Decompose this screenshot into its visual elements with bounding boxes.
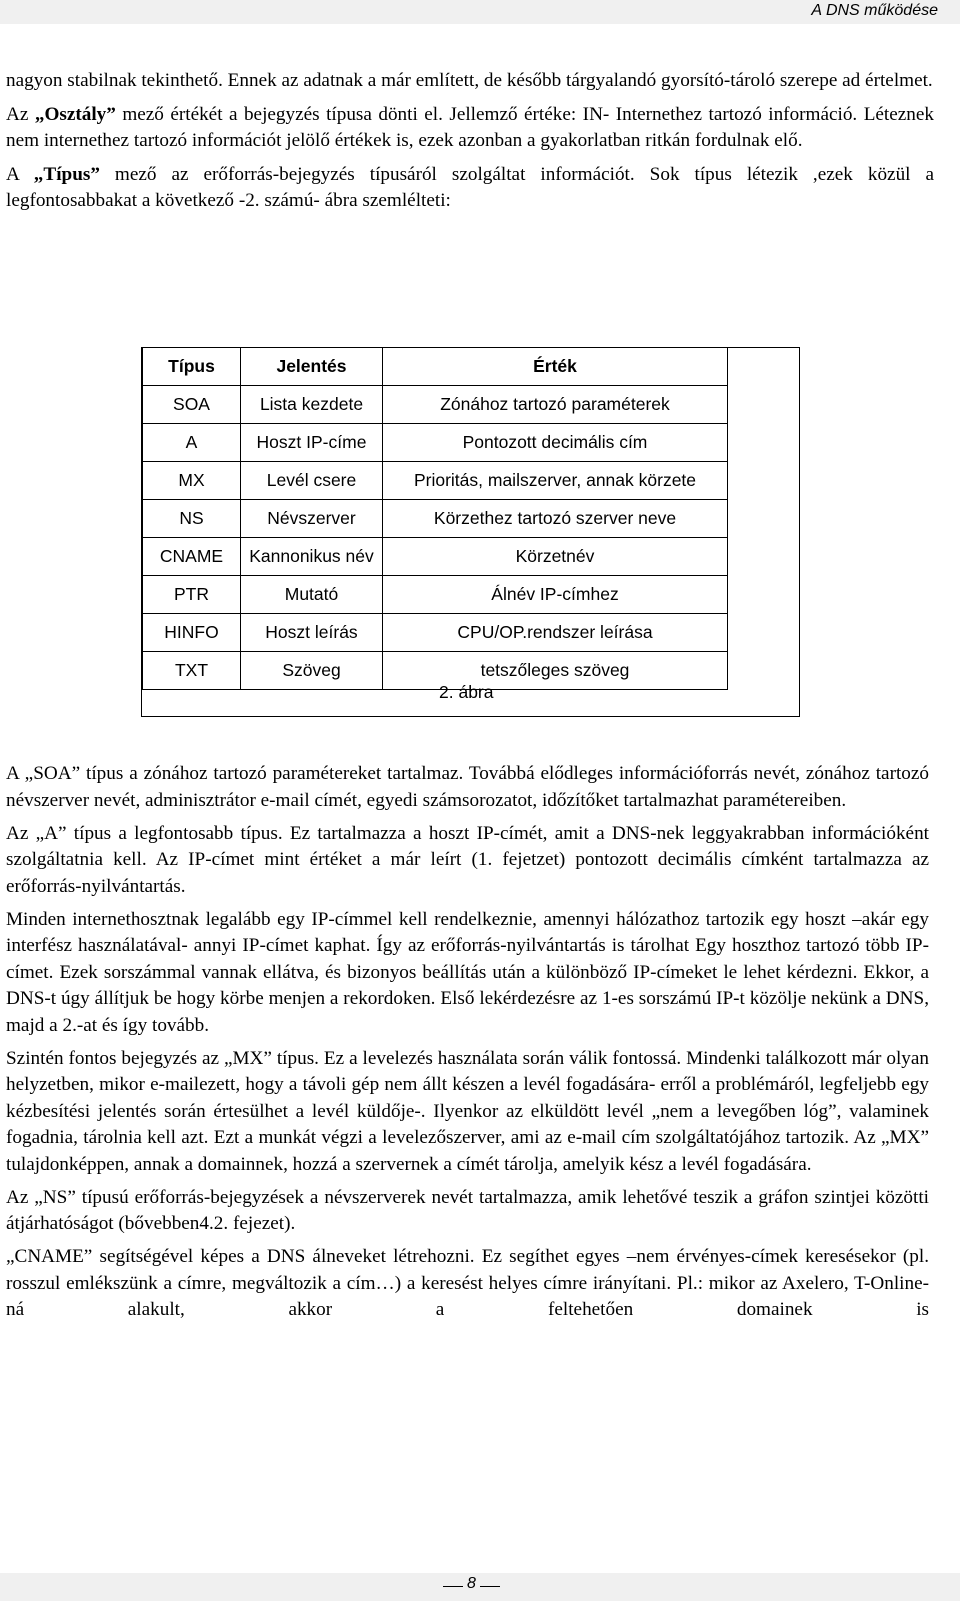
page-header xyxy=(0,0,960,24)
figure-caption: 2. ábra xyxy=(439,682,494,702)
cell-type: HINFO xyxy=(143,614,241,652)
running-header-title: A DNS működése xyxy=(811,2,938,19)
cell-meaning: Levél csere xyxy=(241,462,383,500)
table-row xyxy=(143,614,728,652)
cell-type: TXT xyxy=(143,652,241,690)
cell-meaning: Szöveg xyxy=(241,652,383,690)
cell-value: tetszőleges szöveg xyxy=(383,652,728,690)
record-type-table xyxy=(142,347,728,690)
text-prefix: Az xyxy=(6,104,35,125)
page-footer xyxy=(0,1573,960,1601)
table-row xyxy=(143,386,728,424)
paragraph-tipus xyxy=(6,162,934,214)
cell-meaning: Hoszt IP-címe xyxy=(241,424,383,462)
text-prefix: A xyxy=(6,164,34,185)
term-osztaly: „Osztály” xyxy=(34,104,116,125)
column-header-meaning: Jelentés xyxy=(241,348,383,386)
paragraph-hosts: Minden internethosztnak legalább egy IP-címmel kell rendelkeznie, amennyi hálózathoz tartozik egy hoszt –akár egy interfész használatával- annyi IP-címet kaphat. Így az erőforrás-nyilvántartás is tárolhat Egy hoszthoz tartozó több IP-címet. Ezek sorszámmal vannak ellátva, és bizonyos beállítás után a különböző IP-címeket le lehet kérdezni. Ekkor, a DNS-t úgy állítjuk be hogy körbe menjen a rekordoken. Első lekérdezésre az 1-es sorszámú IP-t közölje nekünk a DNS, majd a 2.-at és így tovább. xyxy=(6,908,929,1036)
table-row xyxy=(143,500,728,538)
cell-meaning: Kannonikus név xyxy=(241,538,383,576)
paragraph-intro-1: nagyon stabilnak tekinthető. Ennek az adatnak a már említett, de később tárgyalandó gyorsító-tároló szerepe ad értelmet. xyxy=(6,70,933,91)
text-rest: mező értékét a bejegyzés típusa dönti el. Jellemző értéke: IN- Internethez tartozó információ. Léteznek nem internethez tartozó információt jelölő értékek is, ezek azonban a gyakorlatban ritkán fordulnak elő. xyxy=(6,104,934,151)
cell-meaning: Mutató xyxy=(241,576,383,614)
paragraph-osztaly xyxy=(6,102,934,154)
intro-text xyxy=(6,68,934,222)
cell-value: Prioritás, mailszerver, annak körzete xyxy=(383,462,728,500)
cell-value: CPU/OP.rendszer leírása xyxy=(383,614,728,652)
cell-value: Zónához tartozó paraméterek xyxy=(383,386,728,424)
paragraph-mx: Szintén fontos bejegyzés az „MX” típus. Ez a levelezés használata során válik fontossá. Mindenki találkozott már olyan helyzetben, mikor e-mailezett, hogy a távoli gép nem állt készen a levél fogadására- erről a problémáról, legfeljebb egy kézbesítési jelentés során értesülhet a levél küldője-. Ilyenkor az elküldött levél „nem a levegőben lóg”, valaminek fogadnia, tárolnia kell azt. Ezt a munkát végzi a levelezőszerver, ami az e-mail cím szolgáltatójához tartozik. Az „MX” tulajdonképpen, annak a domainnek, hozzá a szervernek a címét tárolja, amelyik kész a levél fogadására. xyxy=(6,1047,929,1175)
cell-value: Álnév IP-címhez xyxy=(383,576,728,614)
body-text xyxy=(6,761,929,1330)
paragraph-cname: „CNAME” segítségével képes a DNS álneveket létrehozni. Ez segíthet egyes –nem érvényes-címek keresésekor (pl. rosszul emlékszünk a címre, megváltozik a cím…) a keresést helyes címre irányítani. Pl.: mikor az Axelero, T-Online-ná alakult, akkor a feltehetően domainek is xyxy=(6,1246,929,1320)
table-row xyxy=(143,652,728,690)
page-number: 8 xyxy=(463,1575,480,1593)
text-rest: mező az erőforrás-bejegyzés típusáról szolgáltat információt. Sok típus létezik ,ezek közül a legfontosabbakat a következő -2. számú- ábra szemlélteti: xyxy=(6,164,934,211)
cell-meaning: Lista kezdete xyxy=(241,386,383,424)
cell-type: NS xyxy=(143,500,241,538)
paragraph-soa: A „SOA” típus a zónához tartozó paramétereket tartalmaz. Továbbá elődleges információforrás nevét, zónához tartozó névszerver nevét, adminisztrátor e-mail címét, egyedi számsorozatot, időzítőket tartalmazhat paramétereiben. xyxy=(6,763,929,811)
table-row xyxy=(143,576,728,614)
paragraph-ns: Az „NS” típusú erőforrás-bejegyzések a névszerverek nevét tartalmazza, amik lehetővé teszik a gráfon szintjei közötti átjárhatóságot (bővebben4.2. fejezet). xyxy=(6,1186,929,1234)
table-row xyxy=(143,424,728,462)
figure-2-frame xyxy=(141,347,800,717)
cell-value: Körzetnév xyxy=(383,538,728,576)
paragraph-a-type: Az „A” típus a legfontosabb típus. Ez tartalmazza a hoszt IP-címét, amit a DNS-nek leggyakrabban információként szolgáltatnia kell. Az IP-címet mint értéket a már leírt (1. fejetzet) pontozott decimális címként tartalmazza az erőforrás-nyilvántartás. xyxy=(6,822,929,897)
column-header-value: Érték xyxy=(383,348,728,386)
cell-meaning: Névszerver xyxy=(241,500,383,538)
table-row xyxy=(143,462,728,500)
cell-value: Körzethez tartozó szerver neve xyxy=(383,500,728,538)
term-tipus: „Típus” xyxy=(33,164,100,185)
cell-type: PTR xyxy=(143,576,241,614)
cell-type: A xyxy=(143,424,241,462)
cell-value: Pontozott decimális cím xyxy=(383,424,728,462)
cell-meaning: Hoszt leírás xyxy=(241,614,383,652)
cell-type: SOA xyxy=(143,386,241,424)
table-header-row xyxy=(143,348,728,386)
cell-type: CNAME xyxy=(143,538,241,576)
cell-type: MX xyxy=(143,462,241,500)
table-row xyxy=(143,538,728,576)
column-header-type: Típus xyxy=(143,348,241,386)
